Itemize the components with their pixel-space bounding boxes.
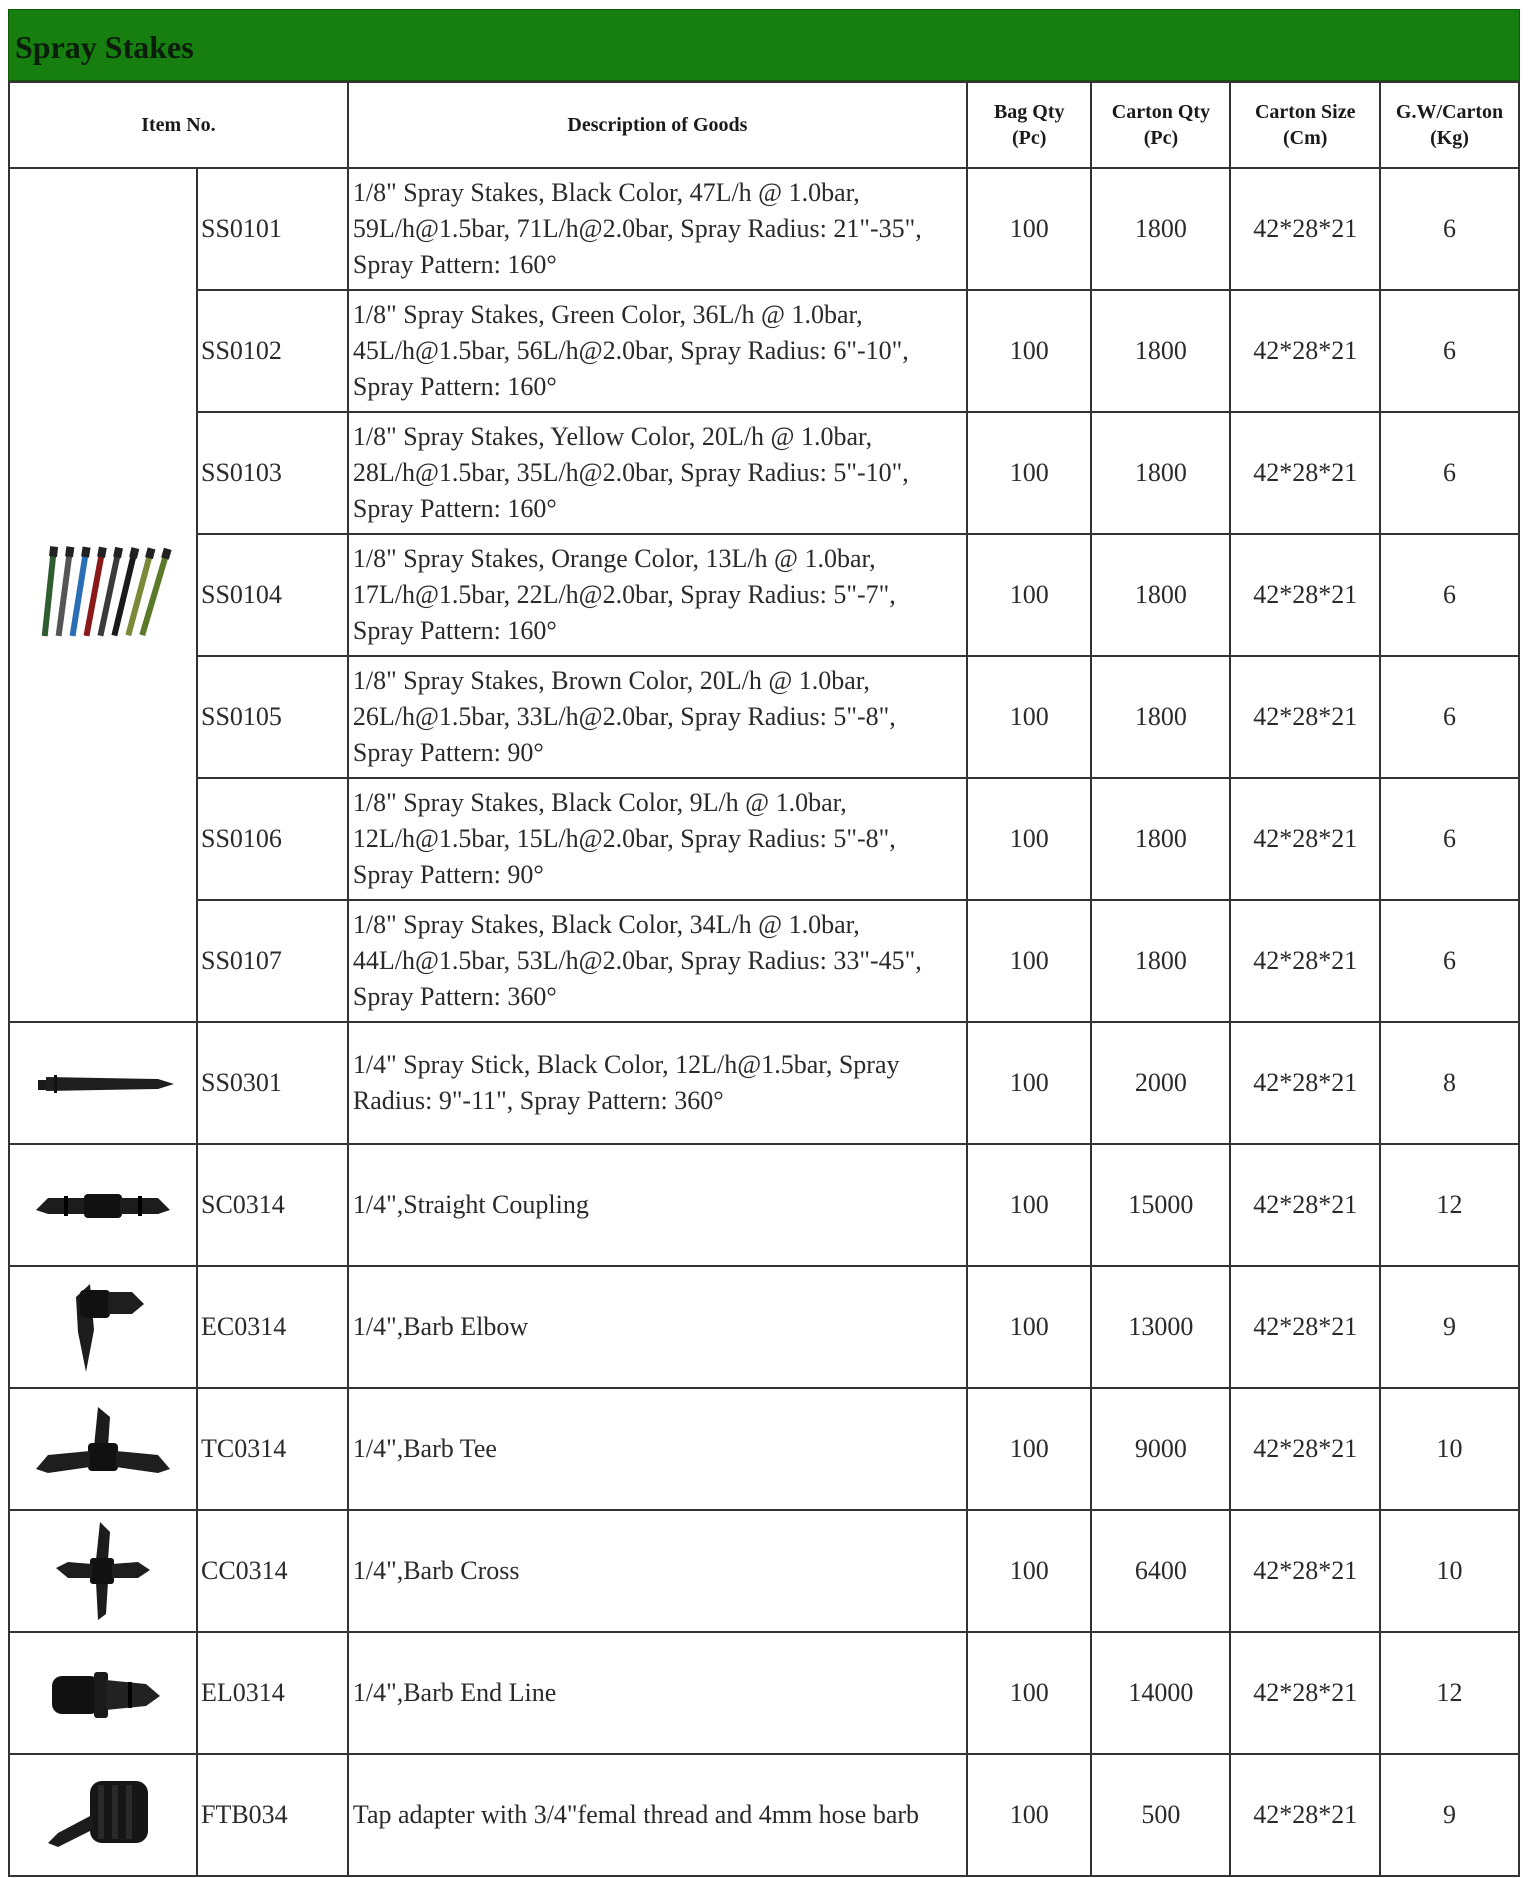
- header-carton-qty: Carton Qty (Pc): [1091, 82, 1230, 168]
- item-code: SS0301: [197, 1022, 348, 1144]
- bag-qty: 100: [967, 290, 1092, 412]
- gw-carton: 6: [1380, 290, 1519, 412]
- barb-tee-icon: [28, 1399, 178, 1499]
- item-description: 1/8" Spray Stakes, Brown Color, 20L/h @ 1.0bar, 26L/h@1.5bar, 33L/h@2.0bar, Spray Radius: 5"-8", Spray Pattern: 90°: [348, 656, 967, 778]
- header-item-no: Item No.: [9, 82, 348, 168]
- table-row: [9, 412, 1519, 534]
- carton-size: 42*28*21: [1230, 1510, 1380, 1632]
- item-code: SC0314: [197, 1144, 348, 1266]
- table-row: [9, 1144, 1519, 1266]
- item-code: SS0102: [197, 290, 348, 412]
- tap-adapter-image: [9, 1754, 197, 1876]
- gw-carton: 10: [1380, 1510, 1519, 1632]
- carton-size: 42*28*21: [1230, 1388, 1380, 1510]
- bag-qty: 100: [967, 412, 1092, 534]
- item-description: Tap adapter with 3/4"femal thread and 4mm hose barb: [348, 1754, 967, 1876]
- item-code: SS0103: [197, 412, 348, 534]
- carton-qty: 14000: [1091, 1632, 1230, 1754]
- carton-qty: 6400: [1091, 1510, 1230, 1632]
- table-row: [9, 778, 1519, 900]
- carton-qty: 1800: [1091, 534, 1230, 656]
- carton-size: 42*28*21: [1230, 290, 1380, 412]
- carton-size: 42*28*21: [1230, 1266, 1380, 1388]
- header-row: [9, 82, 1519, 168]
- item-code: SS0107: [197, 900, 348, 1022]
- bag-qty: 100: [967, 1754, 1092, 1876]
- spray-stakes-bundle-icon: [28, 540, 178, 650]
- item-code: SS0105: [197, 656, 348, 778]
- carton-qty: 1800: [1091, 290, 1230, 412]
- table-row: [9, 1388, 1519, 1510]
- item-description: 1/4" Spray Stick, Black Color, 12L/h@1.5bar, Spray Radius: 9"-11", Spray Pattern: 360°: [348, 1022, 967, 1144]
- gw-carton: 9: [1380, 1266, 1519, 1388]
- gw-carton: 10: [1380, 1388, 1519, 1510]
- carton-size: 42*28*21: [1230, 900, 1380, 1022]
- bag-qty: 100: [967, 900, 1092, 1022]
- bag-qty: 100: [967, 1144, 1092, 1266]
- barb-elbow-icon: [28, 1272, 178, 1382]
- item-code: EC0314: [197, 1266, 348, 1388]
- barb-cross-icon: [28, 1516, 178, 1626]
- header-bag-qty: Bag Qty (Pc): [967, 82, 1092, 168]
- item-code: CC0314: [197, 1510, 348, 1632]
- table-row: [9, 290, 1519, 412]
- carton-qty: 9000: [1091, 1388, 1230, 1510]
- item-description: 1/4",Barb Tee: [348, 1388, 967, 1510]
- carton-size: 42*28*21: [1230, 534, 1380, 656]
- table-row: [9, 1754, 1519, 1876]
- item-description: 1/8" Spray Stakes, Green Color, 36L/h @ 1.0bar, 45L/h@1.5bar, 56L/h@2.0bar, Spray Radius: 6"-10", Spray Pattern: 160°: [348, 290, 967, 412]
- product-table: [8, 81, 1520, 1877]
- spray-stick-icon: [28, 1063, 178, 1103]
- item-description: 1/4",Straight Coupling: [348, 1144, 967, 1266]
- carton-qty: 1800: [1091, 900, 1230, 1022]
- carton-size: 42*28*21: [1230, 778, 1380, 900]
- item-description: 1/4",Barb End Line: [348, 1632, 967, 1754]
- barb-end-line-icon: [28, 1658, 178, 1728]
- barb-tee-image: [9, 1388, 197, 1510]
- barb-cross-image: [9, 1510, 197, 1632]
- item-description: 1/8" Spray Stakes, Yellow Color, 20L/h @ 1.0bar, 28L/h@1.5bar, 35L/h@2.0bar, Spray Radius: 5"-10", Spray Pattern: 160°: [348, 412, 967, 534]
- gw-carton: 6: [1380, 534, 1519, 656]
- gw-carton: 6: [1380, 900, 1519, 1022]
- item-code: FTB034: [197, 1754, 348, 1876]
- item-description: 1/8" Spray Stakes, Black Color, 9L/h @ 1.0bar, 12L/h@1.5bar, 15L/h@2.0bar, Spray Radius: 5"-8", Spray Pattern: 90°: [348, 778, 967, 900]
- table-row: [9, 1510, 1519, 1632]
- carton-size: 42*28*21: [1230, 656, 1380, 778]
- spray-stick-image: [9, 1022, 197, 1144]
- header-carton-size: Carton Size (Cm): [1230, 82, 1380, 168]
- bag-qty: 100: [967, 534, 1092, 656]
- gw-carton: 8: [1380, 1022, 1519, 1144]
- gw-carton: 6: [1380, 412, 1519, 534]
- straight-coupling-icon: [28, 1180, 178, 1230]
- item-code: TC0314: [197, 1388, 348, 1510]
- item-code: SS0101: [197, 168, 348, 290]
- carton-size: 42*28*21: [1230, 412, 1380, 534]
- item-code: SS0106: [197, 778, 348, 900]
- item-description: 1/8" Spray Stakes, Black Color, 34L/h @ 1.0bar, 44L/h@1.5bar, 53L/h@2.0bar, Spray Radius: 33"-45", Spray Pattern: 360°: [348, 900, 967, 1022]
- table-row: [9, 1022, 1519, 1144]
- gw-carton: 12: [1380, 1632, 1519, 1754]
- carton-qty: 1800: [1091, 656, 1230, 778]
- gw-carton: 6: [1380, 656, 1519, 778]
- spray-stakes-image: [9, 168, 197, 1022]
- gw-carton: 12: [1380, 1144, 1519, 1266]
- carton-size: 42*28*21: [1230, 1632, 1380, 1754]
- carton-qty: 1800: [1091, 412, 1230, 534]
- table-row: [9, 534, 1519, 656]
- carton-qty: 500: [1091, 1754, 1230, 1876]
- bag-qty: 100: [967, 778, 1092, 900]
- tap-adapter-icon: [28, 1765, 178, 1865]
- bag-qty: 100: [967, 1632, 1092, 1754]
- item-code: EL0314: [197, 1632, 348, 1754]
- item-description: 1/4",Barb Cross: [348, 1510, 967, 1632]
- straight-coupling-image: [9, 1144, 197, 1266]
- header-description: Description of Goods: [348, 82, 967, 168]
- carton-qty: 15000: [1091, 1144, 1230, 1266]
- bag-qty: 100: [967, 168, 1092, 290]
- barb-elbow-image: [9, 1266, 197, 1388]
- carton-qty: 1800: [1091, 778, 1230, 900]
- bag-qty: 100: [967, 1388, 1092, 1510]
- table-row: [9, 1266, 1519, 1388]
- bag-qty: 100: [967, 1266, 1092, 1388]
- bag-qty: 100: [967, 656, 1092, 778]
- table-row: [9, 168, 1519, 290]
- carton-size: 42*28*21: [1230, 1144, 1380, 1266]
- table-row: [9, 656, 1519, 778]
- item-code: SS0104: [197, 534, 348, 656]
- bag-qty: 100: [967, 1022, 1092, 1144]
- table-row: [9, 900, 1519, 1022]
- carton-qty: 2000: [1091, 1022, 1230, 1144]
- item-description: 1/8" Spray Stakes, Black Color, 47L/h @ 1.0bar, 59L/h@1.5bar, 71L/h@2.0bar, Spray Radius: 21"-35", Spray Pattern: 160°: [348, 168, 967, 290]
- gw-carton: 9: [1380, 1754, 1519, 1876]
- item-description: 1/8" Spray Stakes, Orange Color, 13L/h @ 1.0bar, 17L/h@1.5bar, 22L/h@2.0bar, Spray Radius: 5"-7", Spray Pattern: 160°: [348, 534, 967, 656]
- barb-end-line-image: [9, 1632, 197, 1754]
- table-row: [9, 1632, 1519, 1754]
- carton-size: 42*28*21: [1230, 1022, 1380, 1144]
- carton-size: 42*28*21: [1230, 168, 1380, 290]
- title-banner: [8, 9, 1520, 81]
- bag-qty: 100: [967, 1510, 1092, 1632]
- carton-qty: 1800: [1091, 168, 1230, 290]
- page-title: Spray Stakes: [15, 29, 194, 65]
- header-gw-carton: G.W/Carton (Kg): [1380, 82, 1519, 168]
- item-description: 1/4",Barb Elbow: [348, 1266, 967, 1388]
- gw-carton: 6: [1380, 778, 1519, 900]
- carton-size: 42*28*21: [1230, 1754, 1380, 1876]
- carton-qty: 13000: [1091, 1266, 1230, 1388]
- gw-carton: 6: [1380, 168, 1519, 290]
